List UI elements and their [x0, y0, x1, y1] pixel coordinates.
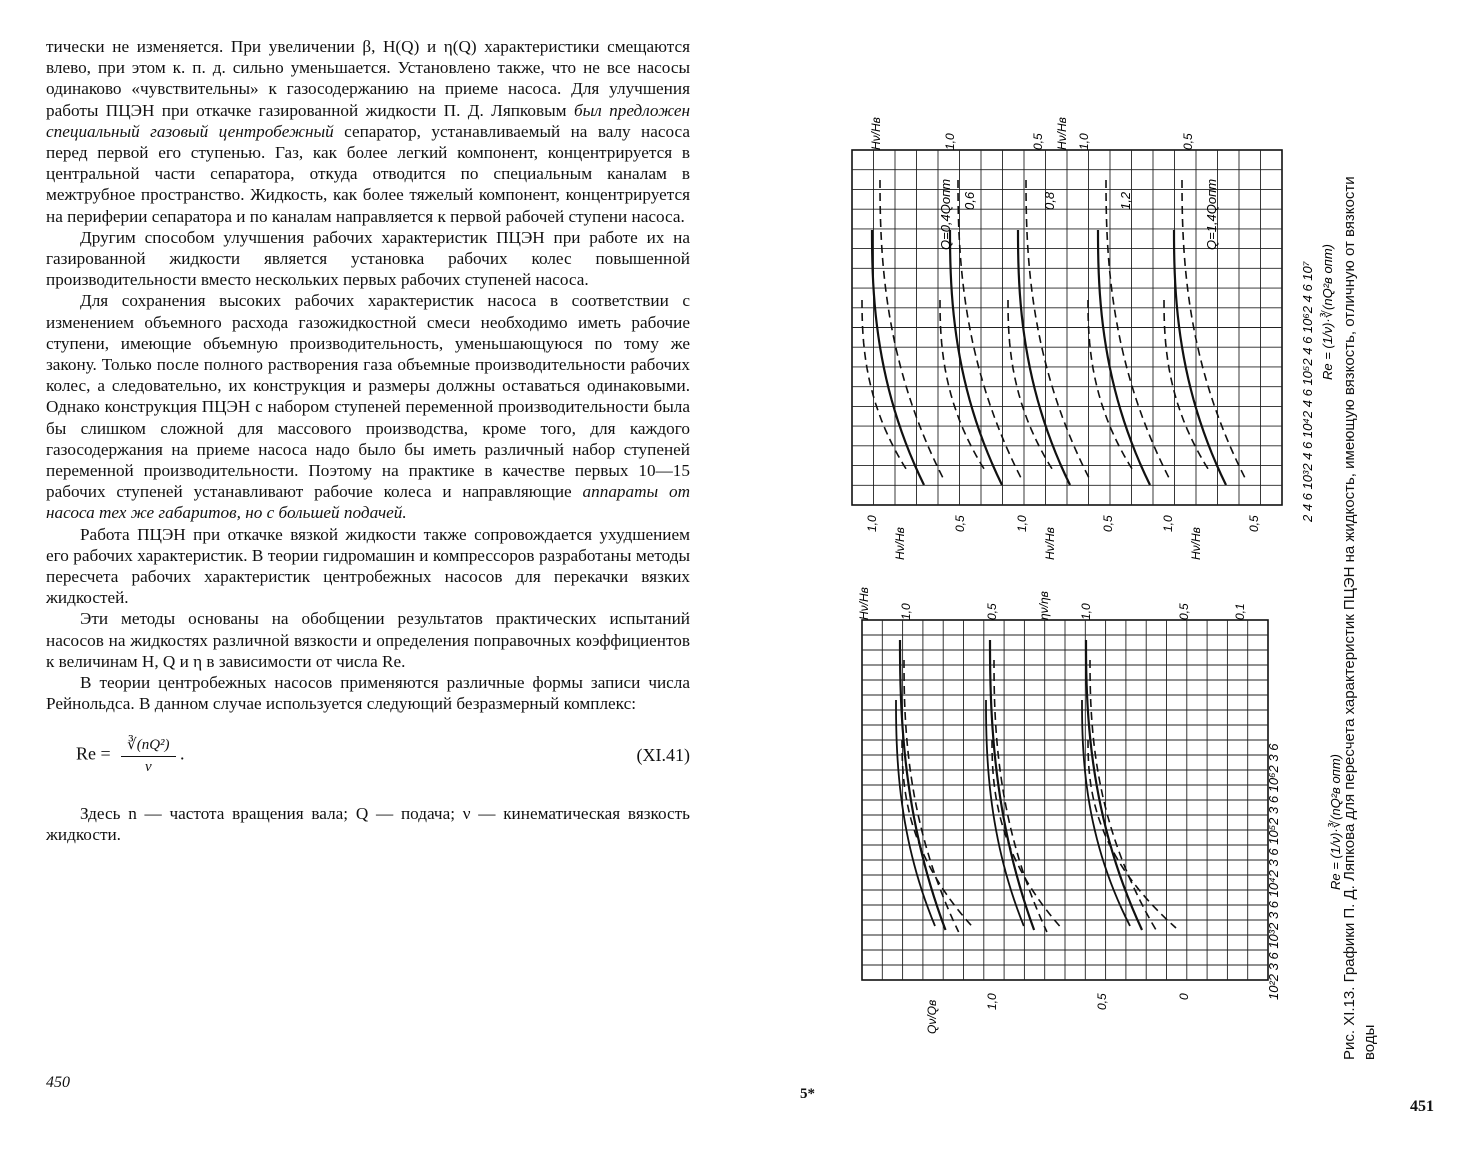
top-top-label-6: 0,5	[1181, 133, 1195, 150]
bottom-chart-curves	[896, 640, 1176, 932]
bottom-axis-label: Re = (1/ν)·∛(nQ²в опт)	[1328, 754, 1343, 890]
bottom-bottom-label-1: Qν/Qв	[925, 999, 939, 1034]
formula-row	[46, 729, 690, 803]
paragraph-text: Другим способом улучшения рабочих характеристик ПЦЭН при работе их на газированной жидкости является установка рабочих колес повышенной производительности вместо нескольких первых рабочих ступеней насоса.	[46, 227, 690, 290]
left-page	[46, 36, 690, 845]
top-bottom-label-3: 0,5	[953, 515, 967, 532]
curve-dashed	[992, 740, 1061, 928]
bottom-chart-grid	[862, 620, 1268, 980]
signature-marker: 5*	[800, 1086, 815, 1102]
bottom-top-label-2: 1,0	[899, 603, 913, 620]
curve-dashed	[880, 180, 944, 480]
top-bottom-label-8: Hν/Hв	[1189, 527, 1203, 560]
paragraph	[46, 524, 690, 609]
top-x-ticks: 2 4 6 10³2 4 6 10⁴2 4 6 10⁵2 4 6 10⁶2 4 6 10⁷	[1300, 261, 1315, 522]
figure-lyapkov	[820, 100, 1343, 1034]
bottom-top-label-6: 0,5	[1177, 603, 1191, 620]
paragraph-text: Эти методы основаны на обобщении результатов практических испытаний насосов на жидкостях различной вязкости и определения поправочных коэффициентов к величинам H, Q и η в зависимости от числа Re.	[46, 609, 690, 671]
bottom-bottom-label-2: 1,0	[985, 993, 999, 1010]
top-bottom-label-1: 1,0	[865, 515, 879, 532]
paragraph-text: тически не изменяется. При увеличении β, H(Q) и η(Q) характеристики смещаются влево, при этом к. п. д. сильно уменьшается. Установлено также, что не все насосы одинаково «чувствительны» к газосодержанию на приеме насоса. Для улучшения работы ПЦЭН при откачке газированной жидкости П. Д. Ляпковым	[46, 37, 690, 120]
figure-caption: Рис. XI.13. Графики П. Д. Ляпкова для пересчета характеристик ПЦЭН на жидкость, имеющую вязкость, отличную от вязкости воды	[1341, 176, 1378, 1060]
paragraph-italic: был предложен специальный газовый центробежный	[46, 100, 690, 141]
page-number-right: 451	[1410, 1098, 1434, 1115]
paragraph	[46, 672, 690, 714]
page-number-left: 450	[46, 1074, 70, 1091]
top-axis-label: Re = (1/ν)·∛(nQ²в опт)	[1320, 244, 1335, 380]
formula-numerator: ∛(nQ²)	[121, 735, 175, 757]
paragraph-text: сепаратор, устанавливаемый на валу насоса перед первой его ступенью. Газ, как более легкий компонент, концентрируется в центральной части сепаратора, откуда отводится по специальным каналам в межтрубное пространство. Жидкость, как более тяжелый компонент, концентрируется на периферии сепаратора и по каналам направляется к первой рабочей ступени насоса.	[46, 121, 690, 226]
curve-dashed	[1106, 180, 1170, 480]
bottom-top-label-4: ην/ηв	[1037, 591, 1051, 620]
reynolds-formula	[76, 735, 185, 776]
top-top-label-4: Hν/Hв	[1055, 117, 1069, 150]
curve-solid	[986, 700, 1024, 926]
paragraph	[46, 227, 690, 291]
top-panel-label-1: Q=0,4Qопт	[938, 178, 953, 250]
top-bottom-label-2: Hν/Hв	[893, 527, 907, 560]
top-top-label-1: Hν/Hв	[869, 117, 883, 150]
bottom-top-label-3: 0,5	[985, 603, 999, 620]
after-formula-text: Здесь n — частота вращения вала; Q — подача; ν — кинематическая вязкость жидкости.	[46, 803, 690, 844]
paragraph	[46, 608, 690, 672]
body-text	[46, 36, 690, 715]
formula-lhs: Re =	[76, 743, 111, 764]
bottom-bottom-label-3: 0,5	[1095, 993, 1109, 1010]
formula-tag: (XI.41)	[636, 744, 690, 765]
top-bottom-label-6: 0,5	[1101, 515, 1115, 532]
bottom-top-label-7: 0,1	[1233, 603, 1247, 620]
bottom-bottom-label-4: 0	[1177, 993, 1191, 1000]
top-panel-label-5: Q=1,4Qопт	[1204, 178, 1219, 250]
top-bottom-label-5: Hν/Hв	[1043, 527, 1057, 560]
paragraph-italic: аппараты от насоса тех же габаритов, но с большей подачей.	[46, 482, 690, 523]
curve-solid	[896, 700, 935, 926]
curve-dashed	[958, 180, 1022, 480]
bottom-top-label-1: Hν/Hв	[857, 587, 871, 620]
top-bottom-label-9: 0,5	[1247, 515, 1261, 532]
top-top-label-3: 0,5	[1031, 133, 1045, 150]
paragraph-text: В теории центробежных насосов применяются различные формы записи числа Рейнольдса. В данном случае используется следующий безразмерный комплекс:	[46, 673, 690, 714]
bottom-top-label-5: 1,0	[1079, 603, 1093, 620]
curve-dashed	[1026, 180, 1090, 480]
formula-fraction	[121, 735, 175, 776]
paragraph-text: Для сохранения высоких рабочих характеристик насоса в соответствии с изменением объемного расхода газожидкостной смеси необходимо иметь рабочие ступени, имеющие объемную производительность, уменьшающуюся по тому же закону. Только после полного растворения газа объемные производительности рабочих колес, а следовательно, их конструкция и размеры должны оставаться одинаковыми. Однако конструкция ПЦЭН с набором ступеней переменной производительности была бы слишком сложной для массового производства, кроме того, для каждого газосодержания на приеме насоса надо было бы иметь различный набор ступеней переменной производительности. Поэтому на практике в качестве первых 10—15 рабочих ступеней устанавливают рабочие колеса и направляющие	[46, 291, 690, 502]
curve-dashed	[902, 740, 974, 928]
top-top-label-5: 1,0	[1077, 133, 1091, 150]
curve-dashed	[1088, 740, 1176, 928]
top-panel-label-3: 0,8	[1042, 191, 1057, 210]
formula-tail: .	[180, 743, 185, 764]
paragraph	[46, 290, 690, 523]
top-panel-label-4: 1,2	[1118, 191, 1133, 210]
top-bottom-label-4: 1,0	[1015, 515, 1029, 532]
paragraph-text: Работа ПЦЭН при откачке вязкой жидкости также сопровождается ухудшением его рабочих характеристик. В теории гидромашин и компрессоров разработаны методы пересчета рабочих характеристик центробежных насосов для перекачки вязких жидкостей.	[46, 524, 690, 608]
paragraph	[46, 36, 690, 227]
top-bottom-label-7: 1,0	[1161, 515, 1175, 532]
curve-dashed	[1090, 660, 1157, 932]
bottom-x-ticks: 10²2 3 6 10³2 3 6 10⁴2 3 6 10⁵2 3 6 10⁶2 3 6	[1266, 743, 1281, 1000]
top-panel-label-2: 0,6	[962, 191, 977, 210]
top-top-label-2: 1,0	[943, 133, 957, 150]
formula-denominator: ν	[145, 758, 152, 775]
top-chart-curves	[862, 180, 1246, 485]
